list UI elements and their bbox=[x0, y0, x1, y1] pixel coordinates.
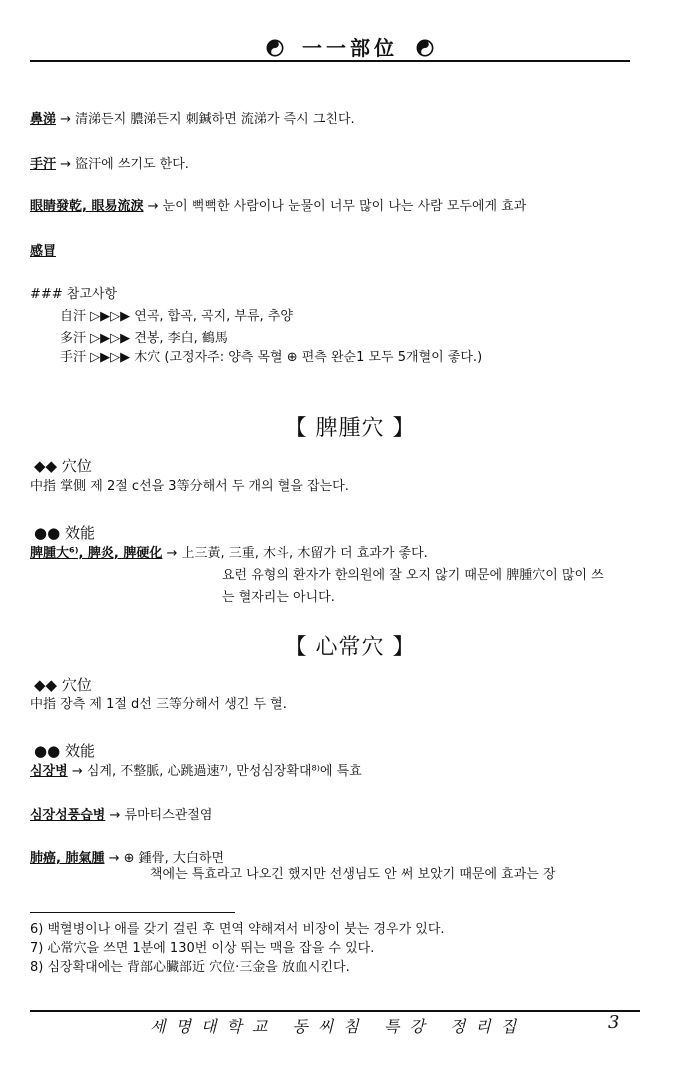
text-line bbox=[30, 157, 189, 173]
term: 肺癌, 肺氣腫 bbox=[30, 851, 105, 866]
note-line: 는 혈자리는 아니다. bbox=[222, 590, 335, 605]
description: → ⊕ 鍾骨, 大白하면 bbox=[104, 851, 225, 866]
header-divider bbox=[30, 60, 630, 62]
position-text: 中指 掌側 제 2절 c선을 3等分해서 두 개의 혈을 잡는다. bbox=[30, 479, 349, 494]
header-title-wrap bbox=[0, 32, 700, 61]
reference-item: 自汗 ▷▶▷▶ 연곡, 합곡, 곡지, 부류, 추양 bbox=[60, 309, 293, 324]
section-title: 【 脾腫穴 】 bbox=[284, 416, 416, 441]
footer-text: 세명대학교 동씨침 특강 정리집 bbox=[150, 1017, 527, 1036]
section-title: 【 心常穴 】 bbox=[284, 635, 416, 660]
position-heading: ◆◆ 穴位 bbox=[34, 457, 92, 475]
footnote-divider bbox=[30, 912, 235, 913]
term: 鼻涕 bbox=[30, 112, 57, 127]
page-header bbox=[0, 32, 700, 60]
position-heading: ◆◆ 穴位 bbox=[34, 676, 92, 694]
effect-heading: ●● 效能 bbox=[34, 524, 95, 542]
footnote: 8) 심장확대에는 背部心臟部近 穴位·三金을 放血시킨다. bbox=[30, 960, 350, 975]
text-line bbox=[30, 244, 56, 260]
description: → 심계, 不整脈, 心跳過速⁷⁾, 만성심장확대⁸⁾에 특효 bbox=[67, 764, 362, 779]
description: → 清涕든지 膿涕든지 刺鍼하면 流涕가 즉시 그친다. bbox=[56, 112, 355, 127]
yin-yang-icon bbox=[416, 39, 434, 57]
term: 眼睛發乾, 眼易流淚 bbox=[30, 199, 144, 214]
description: → 류마티스관절염 bbox=[105, 808, 213, 823]
page-title: 一一部位 bbox=[302, 36, 398, 60]
description: → 눈이 뻑뻑한 사람이나 눈물이 너무 많이 나는 사람 모두에게 효과 bbox=[143, 199, 527, 214]
text-line bbox=[30, 764, 362, 780]
reference-heading: ### 참고사항 bbox=[30, 287, 118, 302]
note-line: 요런 유형의 환자가 한의원에 잘 오지 않기 때문에 脾腫穴이 많이 쓰 bbox=[222, 568, 604, 583]
text-line bbox=[30, 851, 224, 867]
text-line bbox=[30, 112, 355, 128]
yin-yang-icon bbox=[266, 39, 284, 57]
description: → 盜汗에 쓰기도 한다. bbox=[56, 157, 189, 172]
text-line bbox=[30, 199, 526, 215]
description: → 上三黃, 三重, 木斗, 木留가 더 효과가 좋다. bbox=[162, 546, 428, 561]
effect-heading: ●● 效能 bbox=[34, 742, 95, 760]
term: 脾腫大⁶⁾, 脾炎, 脾硬化 bbox=[30, 546, 163, 561]
footnote: 7) 心常穴을 쓰면 1분에 130번 이상 뛰는 맥을 잡을 수 있다. bbox=[30, 941, 375, 956]
term: 심장성풍습병 bbox=[30, 808, 106, 823]
footer-divider bbox=[30, 1010, 640, 1012]
text-line bbox=[30, 546, 428, 562]
page-number: 3 bbox=[608, 1012, 620, 1033]
position-text: 中指 장측 제 1절 d선 三等分해서 생긴 두 혈. bbox=[30, 697, 287, 712]
note-line: 책에는 특효라고 나오긴 했지만 선생님도 안 써 보았기 때문에 효과는 장 bbox=[150, 867, 556, 882]
footnote: 6) 백혈병이나 애를 갖기 걸린 후 면역 약해져서 비장이 붓는 경우가 있다. bbox=[30, 922, 445, 937]
term: 手汗 bbox=[30, 157, 57, 172]
text-line bbox=[30, 808, 212, 824]
term: 심장병 bbox=[30, 764, 68, 779]
term: 感冒 bbox=[30, 244, 57, 259]
reference-item: 多汗 ▷▶▷▶ 견봉, 李白, 鶴馬 bbox=[60, 331, 228, 346]
reference-item: 手汗 ▷▶▷▶ 木穴 (고정자주: 양측 목혈 ⊕ 편측 완순1 모두 5개혈이 좋다.) bbox=[60, 350, 483, 365]
